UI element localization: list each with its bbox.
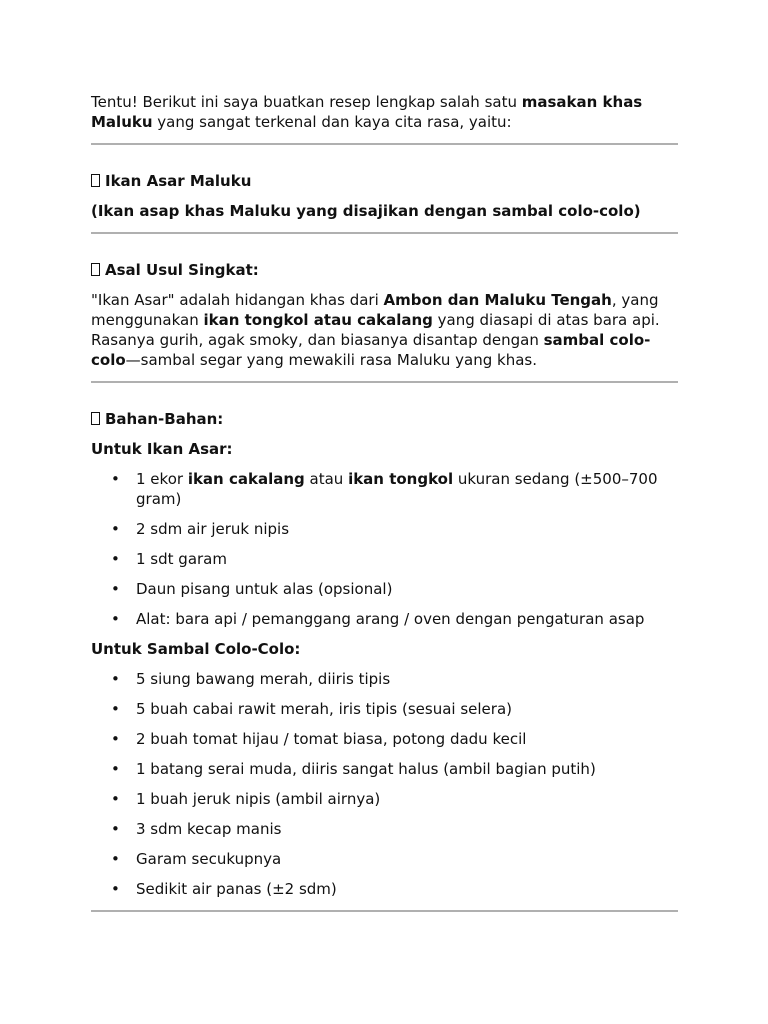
divider (91, 381, 678, 383)
missing-glyph-icon (91, 412, 100, 425)
item-text: 5 siung bawang merah, diiris tipis (136, 670, 391, 688)
list-item (91, 789, 678, 809)
origin-bold: Ambon dan Maluku Tengah (383, 291, 612, 309)
item-text: Garam secukupnya (136, 850, 282, 868)
list-item (91, 849, 678, 869)
bullet: • (111, 850, 120, 868)
divider (91, 232, 678, 234)
sambal-ingredient-list (91, 669, 678, 899)
intro-text: Tentu! Berikut ini saya buatkan resep lengkap salah satu (91, 93, 522, 111)
list-item (91, 579, 678, 599)
list-item (91, 759, 678, 779)
item-text: Alat: bara api / pemanggang arang / oven dengan pengaturan asap (136, 610, 645, 628)
intro-text: yang sangat terkenal dan kaya cita rasa, yaitu: (152, 113, 512, 131)
document-content (91, 92, 678, 912)
origin-text: —sambal segar yang mewakili rasa Maluku yang khas. (125, 351, 538, 369)
origin-text: "Ikan Asar" adalah hidangan khas dari (91, 291, 384, 309)
divider (91, 910, 678, 912)
list-item (91, 609, 678, 629)
item-text: 1 sdt garam (136, 550, 227, 568)
origin-bold: ikan tongkol atau cakalang (203, 311, 433, 329)
origin-text: , yang menggunakan (91, 291, 659, 329)
item-text: ukuran sedang (±500–700 gram) (136, 470, 658, 508)
intro-paragraph (91, 92, 678, 132)
sambal-subheading: Untuk Sambal Colo-Colo: (91, 640, 301, 658)
bullet: • (111, 580, 120, 598)
item-bold: ikan tongkol (348, 470, 454, 488)
list-item (91, 549, 678, 569)
bullet: • (111, 730, 120, 748)
fish-ingredient-list (91, 469, 678, 629)
origin-heading (91, 260, 678, 280)
bullet: • (111, 520, 120, 538)
item-text: 2 sdm air jeruk nipis (136, 520, 290, 538)
ingredients-heading (91, 409, 678, 429)
bullet: • (111, 760, 120, 778)
list-item (91, 729, 678, 749)
ingredients-heading-text: Bahan-Bahan: (105, 410, 224, 428)
list-item (91, 669, 678, 689)
origin-paragraph (91, 290, 678, 370)
list-item (91, 519, 678, 539)
bullet: • (111, 820, 120, 838)
bullet: • (111, 880, 120, 898)
bullet: • (111, 470, 120, 488)
missing-glyph-icon (91, 263, 100, 276)
bullet: • (111, 700, 120, 718)
fish-subheading: Untuk Ikan Asar: (91, 440, 233, 458)
origin-text: yang diasapi di atas bara api. Rasanya gurih, agak smoky, dan biasanya disantap dengan (91, 311, 660, 349)
item-text: 1 ekor (136, 470, 188, 488)
item-text: 3 sdm kecap manis (136, 820, 282, 838)
origin-heading-text: Asal Usul Singkat: (105, 261, 259, 279)
bullet: • (111, 670, 120, 688)
list-item (91, 469, 678, 509)
missing-glyph-icon (91, 174, 100, 187)
bullet: • (111, 550, 120, 568)
item-text: Daun pisang untuk alas (opsional) (136, 580, 393, 598)
divider (91, 143, 678, 145)
item-bold: ikan cakalang (187, 470, 305, 488)
dish-title (91, 171, 678, 191)
dish-title-text: Ikan Asar Maluku (105, 172, 252, 190)
origin-bold: sambal colo-colo (91, 331, 651, 369)
intro-bold: masakan khas Maluku (91, 93, 643, 131)
list-item (91, 819, 678, 839)
bullet: • (111, 610, 120, 628)
item-text: 1 buah jeruk nipis (ambil airnya) (136, 790, 381, 808)
item-text: Sedikit air panas (±2 sdm) (136, 880, 337, 898)
list-item (91, 699, 678, 719)
list-item (91, 879, 678, 899)
item-text: 1 batang serai muda, diiris sangat halus (ambil bagian putih) (136, 760, 596, 778)
dish-subtitle: (Ikan asap khas Maluku yang disajikan dengan sambal colo-colo) (91, 202, 641, 220)
item-text: 5 buah cabai rawit merah, iris tipis (sesuai selera) (136, 700, 512, 718)
item-text: atau (304, 470, 349, 488)
item-text: 2 buah tomat hijau / tomat biasa, potong dadu kecil (136, 730, 527, 748)
bullet: • (111, 790, 120, 808)
